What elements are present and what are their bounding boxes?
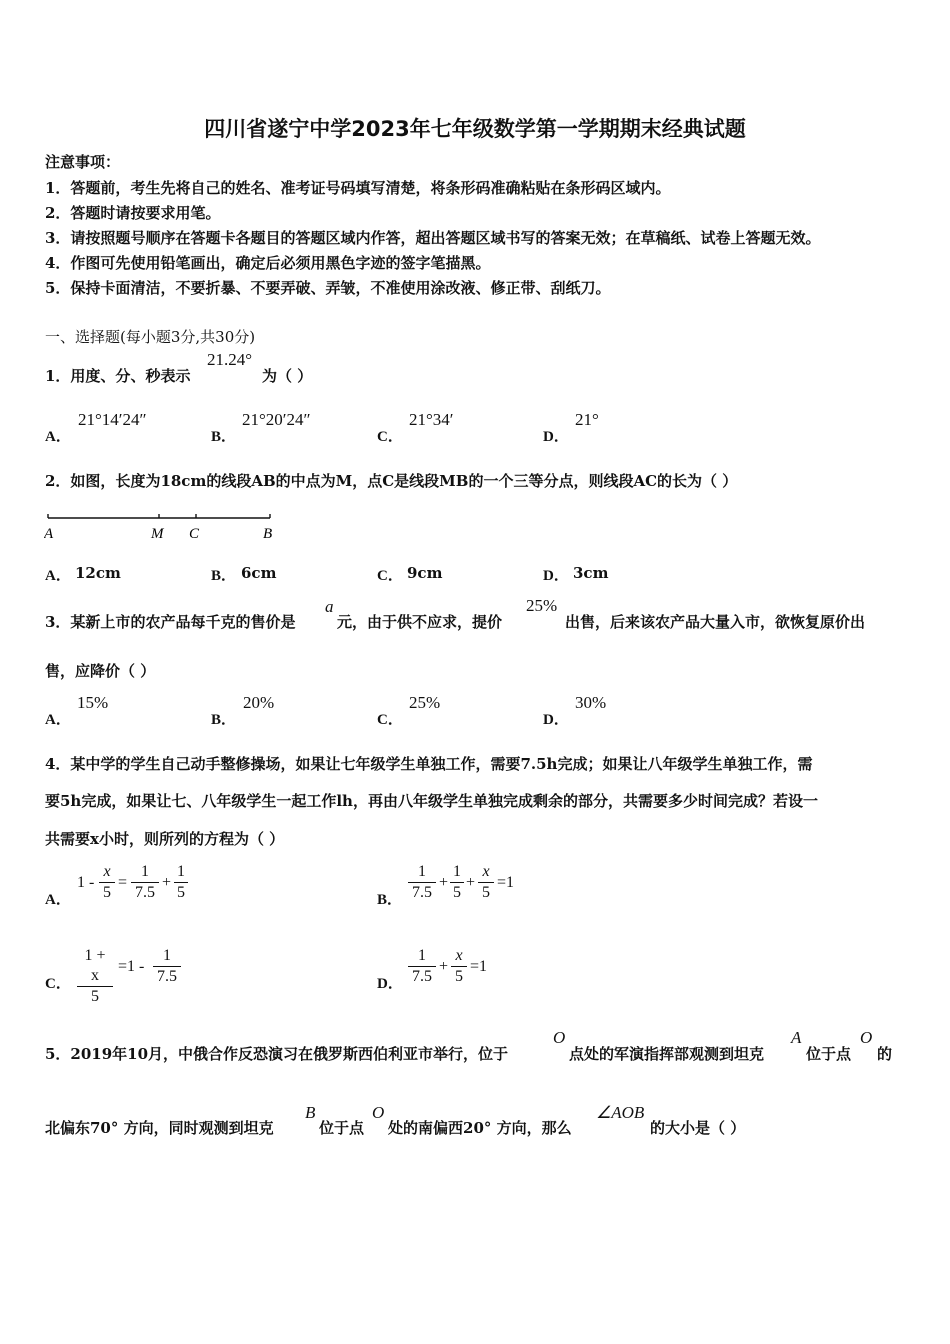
q5-point-a: A	[791, 1028, 802, 1047]
fraction-numerator: 1 + x	[84, 947, 106, 984]
q5-text-a: 5．2019年10月，中俄合作反恐演习在俄罗斯西伯利亚市举行，位于	[45, 1045, 509, 1063]
q5-angle-aob: ∠AOB	[596, 1103, 645, 1122]
q4-option-a-fraction-2	[131, 862, 159, 903]
fraction-numerator: 1	[453, 863, 461, 880]
q3-text-b: 元，由于供不应求，提价	[337, 613, 503, 631]
fraction-denominator: 5	[482, 884, 490, 901]
fraction-numerator: 1	[418, 947, 426, 964]
q4-option-d-fraction-2	[451, 946, 467, 987]
q2-option-b-value: 6cm	[241, 564, 277, 582]
fraction-numerator: x	[455, 947, 463, 964]
q3-text-d: 售，应降价（ ）	[45, 662, 156, 680]
notice-item-3: 3．请按照题号顺序在答题卡各题目的答题区域内作答，超出答题区域书写的答案无效；在草稿纸、试卷上答题无效。	[45, 229, 821, 247]
q4-option-a-equals: =	[118, 874, 128, 891]
notice-header: 注意事项：	[45, 153, 121, 171]
notice-item-5: 5．保持卡面清洁，不要折暴、不要弄破、弄皱，不准使用涂改液、修正带、刮纸刀。	[45, 279, 611, 297]
q3-option-a-letter[interactable]: A．	[45, 712, 71, 728]
q1-option-b-letter[interactable]: B．	[211, 429, 237, 445]
q4-option-c-letter[interactable]: C．	[45, 976, 71, 992]
q4-line-1: 4．某中学的学生自己动手整修操场，如果让七年级学生单独工作，需要7.5h完成；如果让八年级学生单独工作，需	[45, 755, 813, 773]
page-title: 四川省遂宁中学2023年七年级数学第一学期期末经典试题	[204, 117, 746, 141]
fraction-denominator: 5	[91, 988, 99, 1005]
q3-option-a-value: 15%	[77, 693, 109, 712]
fraction-denominator: 7.5	[135, 884, 155, 901]
q4-line-3: 共需要x小时，则所列的方程为（ ）	[45, 830, 285, 848]
q2-option-a-letter[interactable]: A．	[45, 568, 71, 584]
q4-option-d-fraction-1	[408, 946, 436, 987]
q4-option-a-plus: +	[162, 874, 172, 891]
q3-var-a: a	[325, 597, 334, 616]
q3-option-c-letter[interactable]: C．	[377, 712, 403, 728]
q4-line-2: 要5h完成，如果让七、八年级学生一起工作lh，再由八年级学生单独完成剩余的部分，共需要多少时间完成？若设一	[45, 792, 818, 810]
q5-text-c: 位于点	[806, 1045, 852, 1063]
notice-item-4: 4．作图可先使用铅笔画出，确定后必须用黑色字迹的签字笔描黑。	[45, 254, 491, 272]
q4-option-b-letter[interactable]: B．	[377, 892, 403, 908]
q2-option-a-value: 12cm	[75, 564, 121, 582]
q2-option-c-value: 9cm	[407, 564, 443, 582]
q4-option-a-fraction-3	[174, 862, 188, 903]
q5-text-b: 点处的军演指挥部观测到坦克	[569, 1045, 765, 1063]
q1-option-c-letter[interactable]: C．	[377, 429, 403, 445]
q2-option-b-letter[interactable]: B．	[211, 568, 237, 584]
q3-option-d-letter[interactable]: D．	[543, 712, 569, 728]
q5-text-h: 的大小是（ ）	[650, 1119, 746, 1137]
point-label-m: M	[151, 526, 164, 542]
q2-option-c-letter[interactable]: C．	[377, 568, 403, 584]
q2-option-d-value: 3cm	[573, 564, 609, 582]
q5-point-o-3: O	[372, 1103, 385, 1122]
fraction-denominator: 7.5	[412, 968, 432, 985]
fraction-denominator: 7.5	[412, 884, 432, 901]
q4-option-b-fraction-3	[478, 862, 494, 903]
fraction-numerator: 1	[141, 863, 149, 880]
q3-option-c-value: 25%	[409, 693, 441, 712]
point-label-c: C	[189, 526, 200, 542]
q3-text-a: 3．某新上市的农产品每千克的售价是	[45, 613, 296, 631]
q4-option-b-rhs: =1	[497, 874, 515, 891]
q4-option-d-plus: +	[439, 958, 449, 975]
fraction-numerator: 1	[177, 863, 185, 880]
q3-option-d-value: 30%	[575, 693, 607, 712]
q3-option-b-letter[interactable]: B．	[211, 712, 237, 728]
q2-option-d-letter[interactable]: D．	[543, 568, 569, 584]
q5-text-d: 的	[877, 1045, 893, 1063]
q4-option-a-lead: 1 -	[77, 874, 95, 891]
q2-segment-figure	[44, 510, 284, 544]
q1-text: 1．用度、分、秒表示	[45, 367, 191, 385]
q4-option-d-letter[interactable]: D．	[377, 976, 403, 992]
q4-option-b-fraction-2	[450, 862, 464, 903]
q1-expression: 21.24°	[207, 350, 253, 369]
fraction-numerator: x	[103, 863, 111, 880]
q4-option-c-middle: =1 -	[118, 958, 145, 975]
fraction-denominator: 5	[453, 884, 461, 901]
q4-option-a-letter[interactable]: A．	[45, 892, 71, 908]
q5-point-o-1: O	[553, 1028, 566, 1047]
q3-option-b-value: 20%	[243, 693, 275, 712]
q1-option-a-letter[interactable]: A．	[45, 429, 71, 445]
fraction-numerator: x	[482, 863, 490, 880]
q5-text-e: 北偏东70° 方向，同时观测到坦克	[45, 1119, 274, 1137]
q4-option-a-fraction-1	[99, 862, 115, 903]
q5-text-g: 处的南偏西20° 方向，那么	[388, 1119, 572, 1137]
point-label-b: B	[263, 526, 273, 542]
fraction-denominator: 5	[103, 884, 111, 901]
section-heading: 一、选择题(每小题3分,共30分)	[45, 328, 256, 346]
fraction-numerator: 1	[163, 947, 171, 964]
notice-item-1: 1．答题前，考生先将自己的姓名、准考证号码填写清楚，将条形码准确粘贴在条形码区域内。	[45, 179, 671, 197]
q5-point-b: B	[305, 1103, 316, 1122]
q4-option-b-plus-2: +	[466, 874, 476, 891]
fraction-numerator: 1	[418, 863, 426, 880]
q1-option-a-value: 21°14′24″	[78, 410, 147, 429]
q3-percent: 25%	[526, 596, 558, 615]
q1-text-end: 为（ ）	[262, 367, 313, 385]
q4-option-d-rhs: =1	[470, 958, 488, 975]
q5-text-f: 位于点	[319, 1119, 365, 1137]
q4-option-b-fraction-1	[408, 862, 436, 903]
q3-text-c: 出售，后来该农产品大量入市，欲恢复原价出	[565, 613, 866, 631]
q4-option-c-fraction-2	[153, 946, 181, 987]
fraction-denominator: 5	[455, 968, 463, 985]
q2-text: 2．如图，长度为18cm的线段AB的中点为M，点C是线段MB的一个三等分点，则线段AC的长为（ ）	[45, 472, 738, 490]
q5-point-o-2: O	[860, 1028, 873, 1047]
q1-option-b-value: 21°20′24″	[242, 410, 311, 429]
q4-option-b-plus-1: +	[439, 874, 449, 891]
notice-item-2: 2．答题时请按要求用笔。	[45, 204, 221, 222]
q1-option-d-value: 21°	[575, 410, 599, 429]
fraction-denominator: 5	[177, 884, 185, 901]
point-label-a: A	[44, 526, 54, 542]
q1-option-c-value: 21°34′	[409, 410, 454, 429]
q1-option-d-letter[interactable]: D．	[543, 429, 569, 445]
fraction-denominator: 7.5	[157, 968, 177, 985]
q4-option-c-fraction-1	[77, 946, 113, 1007]
